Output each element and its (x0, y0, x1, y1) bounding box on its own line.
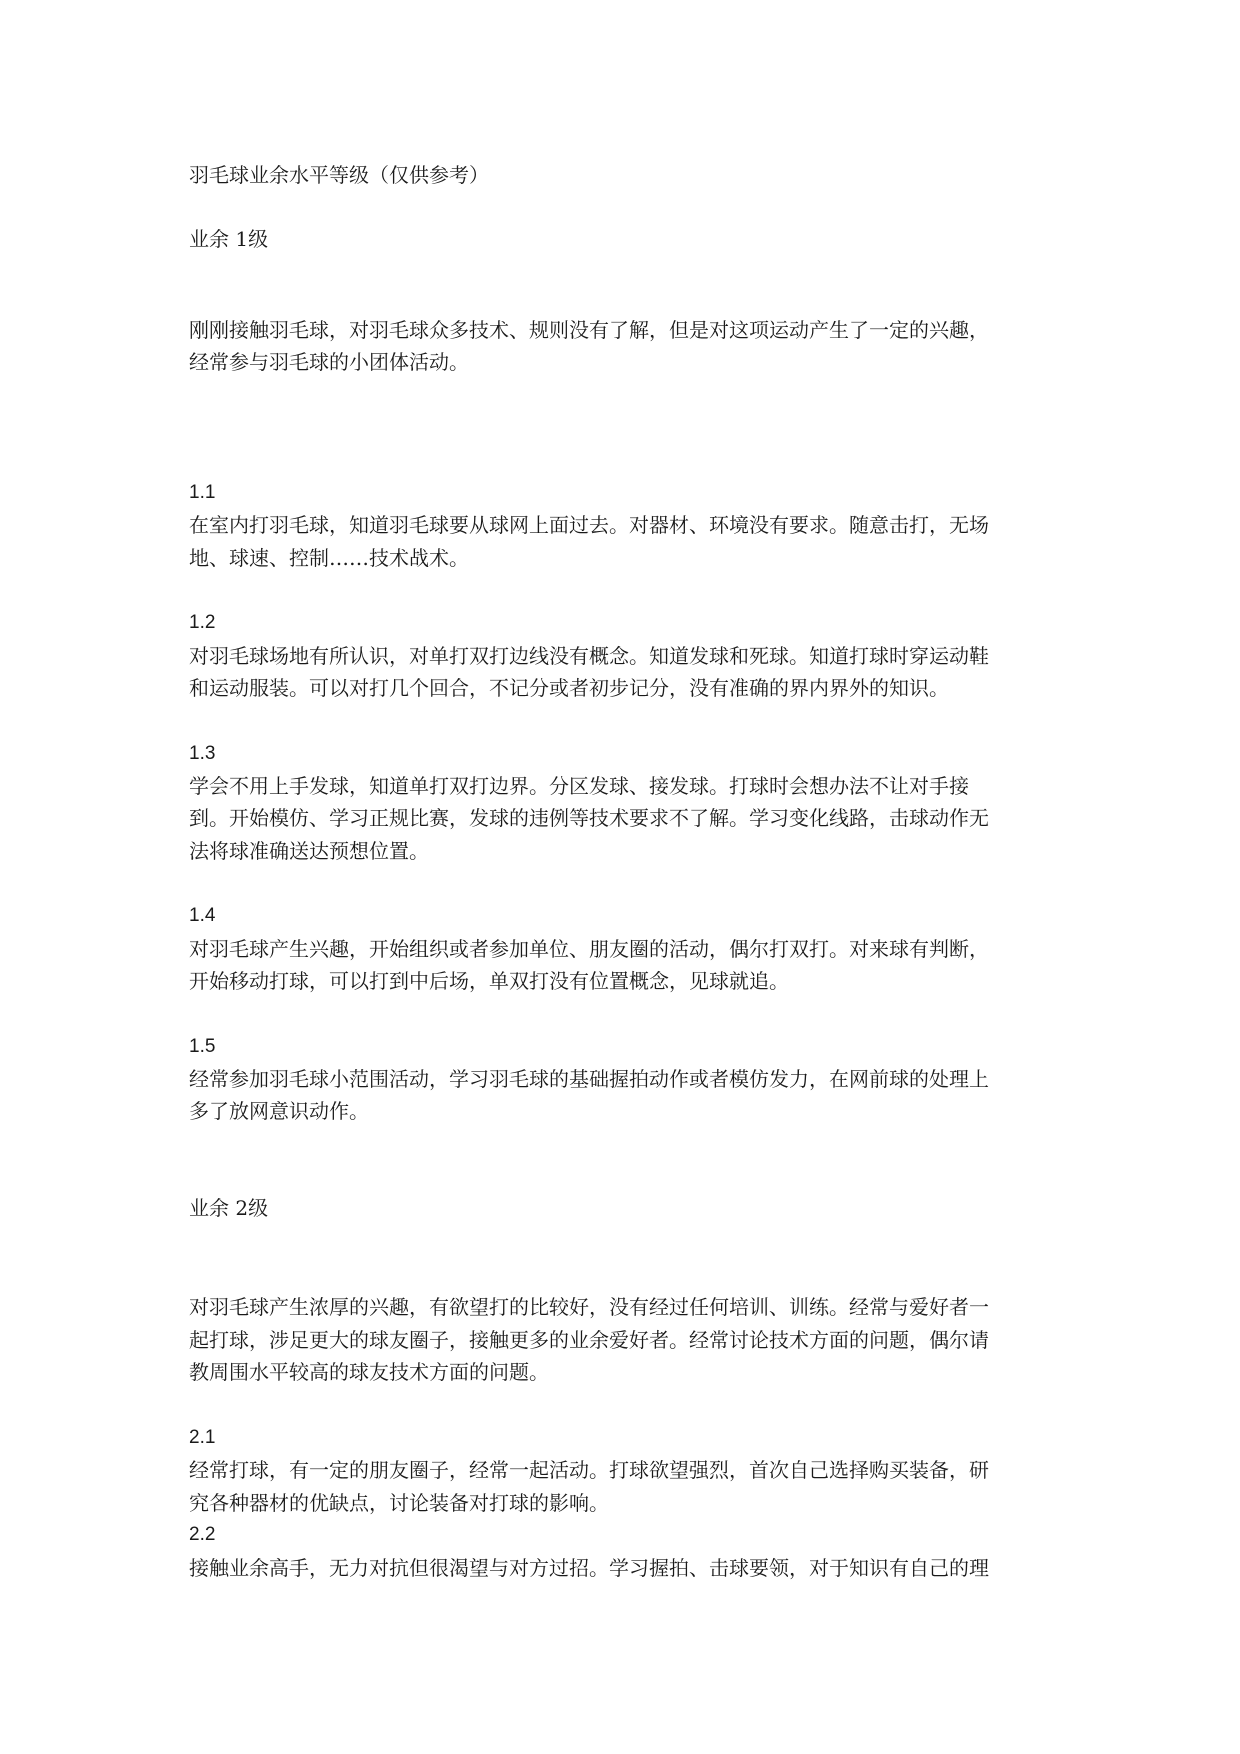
item-2-1-text-line: 究各种器材的优缺点，讨论装备对打球的影响。 (189, 1491, 609, 1515)
item-1-4-text-line: 开始移动打球，可以打到中后场，单双打没有位置概念，见球就追。 (189, 969, 789, 993)
item-2-2-text-line: 接触业余高手，无力对抗但很渴望与对方过招。学习握拍、击球要领，对于知识有自己的理 (189, 1556, 989, 1580)
level-2-intro-line: 对羽毛球产生浓厚的兴趣，有欲望打的比较好，没有经过任何培训、训练。经常与爱好者一 (189, 1295, 989, 1319)
item-number-2-2: 2.2 (189, 1524, 216, 1545)
item-1-3-text-line: 学会不用上手发球，知道单打双打边界。分区发球、接发球。打球时会想办法不让对手接 (189, 774, 969, 798)
item-1-1-text-line: 在室内打羽毛球，知道羽毛球要从球网上面过去。对器材、环境没有要求。随意击打，无场 (189, 513, 989, 537)
level-1-intro-line: 刚刚接触羽毛球，对羽毛球众多技术、规则没有了解，但是对这项运动产生了一定的兴趣， (189, 318, 989, 342)
level-2-intro-line: 起打球，涉足更大的球友圈子，接触更多的业余爱好者。经常讨论技术方面的问题，偶尔请 (189, 1328, 989, 1352)
document-title: 羽毛球业余水平等级（仅供参考） (189, 163, 489, 187)
item-1-3-text-line: 法将球准确送达预想位置。 (189, 839, 429, 863)
item-1-4-text-line: 对羽毛球产生兴趣，开始组织或者参加单位、朋友圈的活动，偶尔打双打。对来球有判断， (189, 937, 989, 961)
level-2-intro-line: 教周围水平较高的球友技术方面的问题。 (189, 1360, 549, 1384)
item-1-5-text-line: 多了放网意识动作。 (189, 1099, 369, 1123)
item-1-2-text-line: 对羽毛球场地有所认识，对单打双打边线没有概念。知道发球和死球。知道打球时穿运动鞋 (189, 644, 989, 668)
item-number-1-3: 1.3 (189, 743, 216, 764)
item-1-5-text-line: 经常参加羽毛球小范围活动，学习羽毛球的基础握拍动作或者模仿发力，在网前球的处理上 (189, 1067, 989, 1091)
item-2-1-text-line: 经常打球，有一定的朋友圈子，经常一起活动。打球欲望强烈，首次自己选择购买装备，研 (189, 1458, 989, 1482)
item-1-2-text-line: 和运动服装。可以对打几个回合，不记分或者初步记分，没有准确的界内界外的知识。 (189, 676, 949, 700)
item-number-1-4: 1.4 (189, 905, 216, 926)
level-1-intro-line: 经常参与羽毛球的小团体活动。 (189, 350, 469, 374)
level-1-heading: 业余 1级 (189, 227, 269, 251)
item-number-1-2: 1.2 (189, 612, 216, 633)
item-number-2-1: 2.1 (189, 1427, 216, 1448)
item-number-1-1: 1.1 (189, 482, 216, 503)
item-1-3-text-line: 到。开始模仿、学习正规比赛，发球的违例等技术要求不了解。学习变化线路，击球动作无 (189, 806, 989, 830)
item-number-1-5: 1.5 (189, 1036, 216, 1057)
item-1-1-text-line: 地、球速、控制……技术战术。 (189, 546, 469, 570)
level-2-heading: 业余 2级 (189, 1196, 269, 1220)
